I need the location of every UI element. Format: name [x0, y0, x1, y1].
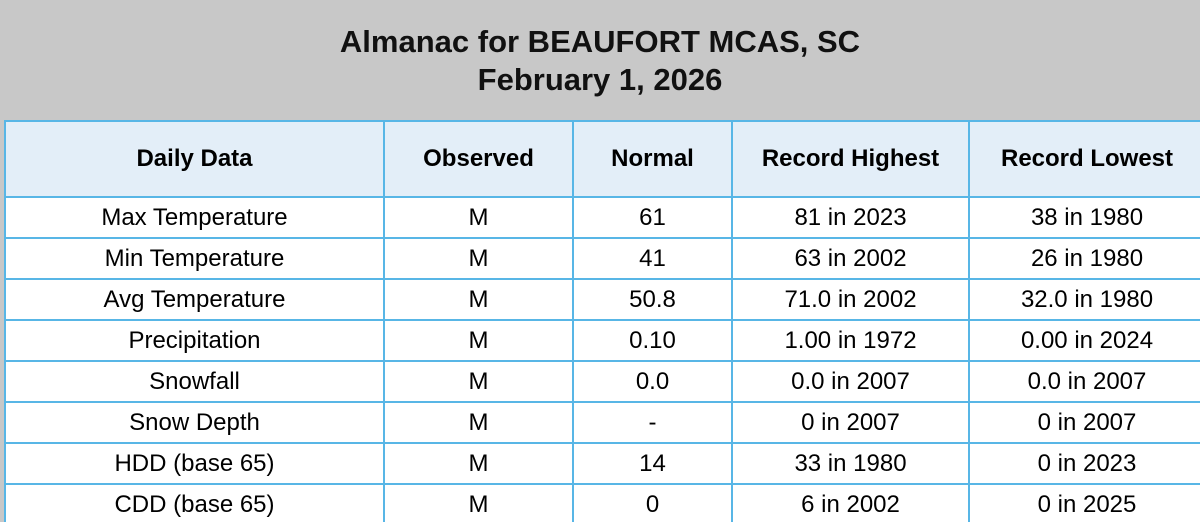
record-highest-cell: 63 in 2002: [732, 238, 969, 279]
observed-cell: M: [384, 402, 573, 443]
row-label-cell: Precipitation: [5, 320, 384, 361]
record-lowest-cell: 0 in 2025: [969, 484, 1200, 522]
record-highest-cell: 1.00 in 1972: [732, 320, 969, 361]
normal-cell: 14: [573, 443, 732, 484]
column-header-observed: Observed: [384, 121, 573, 197]
row-label-cell: Min Temperature: [5, 238, 384, 279]
normal-cell: 0: [573, 484, 732, 522]
column-header-record-lowest: Record Lowest: [969, 121, 1200, 197]
column-header-record-highest: Record Highest: [732, 121, 969, 197]
column-header-normal: Normal: [573, 121, 732, 197]
table-header-row: [5, 121, 1200, 197]
row-label-cell: Avg Temperature: [5, 279, 384, 320]
record-highest-cell: 33 in 1980: [732, 443, 969, 484]
row-label-cell: Max Temperature: [5, 197, 384, 238]
table-row: [5, 443, 1200, 484]
observed-cell: M: [384, 279, 573, 320]
record-lowest-cell: 0.00 in 2024: [969, 320, 1200, 361]
almanac-table: [4, 120, 1200, 522]
record-lowest-cell: 26 in 1980: [969, 238, 1200, 279]
record-highest-cell: 71.0 in 2002: [732, 279, 969, 320]
observed-cell: M: [384, 443, 573, 484]
record-highest-cell: 81 in 2023: [732, 197, 969, 238]
table-row: [5, 361, 1200, 402]
page-date: February 1, 2026: [477, 62, 723, 97]
observed-cell: M: [384, 197, 573, 238]
table-row: [5, 484, 1200, 522]
record-highest-cell: 0 in 2007: [732, 402, 969, 443]
observed-cell: M: [384, 361, 573, 402]
record-lowest-cell: 32.0 in 1980: [969, 279, 1200, 320]
row-label-cell: Snowfall: [5, 361, 384, 402]
table-row: [5, 197, 1200, 238]
table-row: [5, 402, 1200, 443]
row-label-cell: Snow Depth: [5, 402, 384, 443]
almanac-table-container: [4, 120, 1200, 522]
normal-cell: 41: [573, 238, 732, 279]
table-row: [5, 279, 1200, 320]
row-label-cell: CDD (base 65): [5, 484, 384, 522]
record-highest-cell: 0.0 in 2007: [732, 361, 969, 402]
record-highest-cell: 6 in 2002: [732, 484, 969, 522]
normal-cell: 50.8: [573, 279, 732, 320]
record-lowest-cell: 38 in 1980: [969, 197, 1200, 238]
almanac-header: [0, 0, 1200, 120]
record-lowest-cell: 0 in 2023: [969, 443, 1200, 484]
table-row: [5, 238, 1200, 279]
page-title: Almanac for BEAUFORT MCAS, SC: [339, 24, 861, 59]
record-lowest-cell: 0 in 2007: [969, 402, 1200, 443]
row-label-cell: HDD (base 65): [5, 443, 384, 484]
normal-cell: 61: [573, 197, 732, 238]
record-lowest-cell: 0.0 in 2007: [969, 361, 1200, 402]
observed-cell: M: [384, 238, 573, 279]
table-row: [5, 320, 1200, 361]
normal-cell: 0.0: [573, 361, 732, 402]
column-header-daily-data: Daily Data: [5, 121, 384, 197]
observed-cell: M: [384, 320, 573, 361]
normal-cell: 0.10: [573, 320, 732, 361]
normal-cell: -: [573, 402, 732, 443]
observed-cell: M: [384, 484, 573, 522]
